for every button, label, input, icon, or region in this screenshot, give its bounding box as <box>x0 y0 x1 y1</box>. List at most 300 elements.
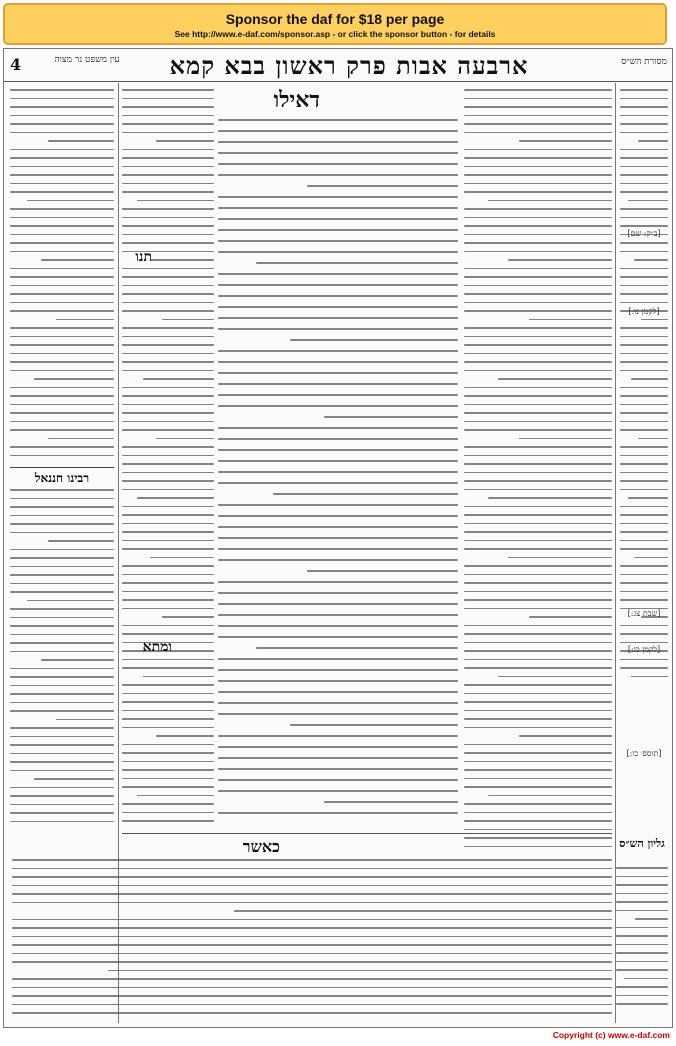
text-line <box>464 659 612 661</box>
sponsor-banner[interactable] <box>3 3 667 45</box>
text-line <box>218 240 458 242</box>
text-line <box>218 328 458 330</box>
text-line <box>48 540 114 542</box>
text-line <box>620 157 668 159</box>
text-line <box>464 710 612 712</box>
text-line <box>122 540 214 542</box>
text-line <box>122 472 214 474</box>
text-line <box>12 936 612 938</box>
text-line <box>10 429 114 431</box>
text-line <box>10 617 114 619</box>
text-line <box>464 514 612 516</box>
text-line <box>464 727 612 729</box>
text-line <box>10 293 114 295</box>
text-line <box>122 718 214 720</box>
text-line <box>464 166 612 168</box>
text-line <box>464 98 612 100</box>
text-line <box>122 361 214 363</box>
text-line <box>122 455 214 457</box>
text-line <box>218 636 458 638</box>
text-line <box>10 157 114 159</box>
text-line <box>620 191 668 193</box>
text-line <box>10 446 114 448</box>
text-line <box>464 752 612 754</box>
text-line <box>122 166 214 168</box>
text-line <box>162 319 214 321</box>
text-line <box>34 778 114 780</box>
text-line <box>122 106 214 108</box>
text-line <box>464 208 612 210</box>
text-line <box>122 506 214 508</box>
text-line <box>616 935 668 937</box>
text-line <box>10 685 114 687</box>
text-line <box>122 820 214 822</box>
margin-note-5: [תוספ׳ כו:] <box>626 749 662 758</box>
running-head: ארבעה אבות פרק ראשון בבא קמא <box>169 51 529 80</box>
text-line <box>488 497 612 499</box>
text-line <box>10 344 114 346</box>
text-line <box>464 812 612 814</box>
text-line <box>10 174 114 176</box>
text-line <box>218 438 458 440</box>
text-line <box>10 804 114 806</box>
text-line <box>464 642 612 644</box>
text-line <box>620 293 668 295</box>
text-line <box>218 669 458 671</box>
text-line <box>616 952 668 954</box>
sponsor-title[interactable]: Sponsor the daf for $18 per page <box>225 11 445 27</box>
text-line <box>620 225 668 227</box>
text-line <box>10 676 114 678</box>
text-line <box>218 449 458 451</box>
kasher-heading: כאשר <box>242 837 280 856</box>
text-line <box>620 429 668 431</box>
text-line <box>620 540 668 542</box>
text-line <box>218 196 458 198</box>
text-line <box>464 132 612 134</box>
text-line <box>10 532 114 534</box>
text-line <box>10 736 114 738</box>
text-line <box>122 769 214 771</box>
text-line <box>122 608 214 610</box>
text-line <box>464 293 612 295</box>
page-number: 4 <box>10 55 22 74</box>
text-line <box>620 455 668 457</box>
text-line <box>12 927 612 929</box>
text-line <box>12 995 612 997</box>
text-line <box>10 251 114 253</box>
text-line <box>628 200 668 202</box>
text-line <box>122 183 214 185</box>
text-line <box>10 634 114 636</box>
text-line <box>464 531 612 533</box>
text-line <box>122 293 214 295</box>
text-line <box>464 744 612 746</box>
text-line <box>464 489 612 491</box>
text-line <box>464 336 612 338</box>
text-line <box>10 727 114 729</box>
text-line <box>122 225 214 227</box>
text-line <box>122 778 214 780</box>
text-line <box>508 557 612 559</box>
text-line <box>616 1003 668 1005</box>
text-line <box>620 421 668 423</box>
text-line <box>464 633 612 635</box>
text-line <box>10 98 114 100</box>
text-line <box>307 570 458 572</box>
text-line <box>122 123 214 125</box>
text-line <box>56 719 114 721</box>
text-line <box>10 327 114 329</box>
margin-note-2: [לקמן נו:] <box>628 307 660 316</box>
text-line <box>620 395 668 397</box>
text-line <box>464 123 612 125</box>
text-line <box>464 404 612 406</box>
text-line <box>218 658 458 660</box>
text-line <box>10 336 114 338</box>
text-line <box>122 523 214 525</box>
text-line <box>464 361 612 363</box>
text-line <box>273 493 458 495</box>
text-line <box>122 98 214 100</box>
text-line <box>620 149 668 151</box>
text-line <box>519 438 612 440</box>
text-line <box>122 701 214 703</box>
text-line <box>10 285 114 287</box>
text-line <box>122 803 214 805</box>
text-line <box>10 132 114 134</box>
text-line <box>464 106 612 108</box>
text-line <box>10 625 114 627</box>
text-line <box>10 668 114 670</box>
text-line <box>12 978 612 980</box>
text-line <box>620 625 668 627</box>
text-line <box>624 978 668 980</box>
text-line <box>218 427 458 429</box>
text-line <box>122 132 214 134</box>
text-line <box>10 234 114 236</box>
text-line <box>464 310 612 312</box>
text-line <box>620 412 668 414</box>
text-line <box>10 591 114 593</box>
text-line <box>218 207 458 209</box>
text-line <box>122 786 214 788</box>
text-line <box>218 515 458 517</box>
ein-mishpat-heading: עין משפט נר מצוה <box>54 55 120 65</box>
text-line <box>218 383 458 385</box>
text-line <box>631 378 668 380</box>
text-line <box>638 438 668 440</box>
text-line <box>620 268 668 270</box>
text-line <box>616 927 668 929</box>
text-line <box>620 523 668 525</box>
text-line <box>464 174 612 176</box>
text-line <box>218 229 458 231</box>
text-line <box>218 119 458 121</box>
text-line <box>122 752 214 754</box>
text-line <box>10 651 114 653</box>
text-line <box>464 285 612 287</box>
text-line <box>122 727 214 729</box>
text-line <box>464 650 612 652</box>
text-line <box>616 995 668 997</box>
text-line <box>631 676 668 678</box>
margin-note-4: [לקמן כו:] <box>627 645 661 654</box>
text-line <box>218 812 458 814</box>
text-line <box>464 523 612 525</box>
text-line <box>464 217 612 219</box>
text-line <box>234 910 612 912</box>
text-line <box>218 559 458 561</box>
text-line <box>620 183 668 185</box>
text-line <box>34 378 114 380</box>
text-line <box>218 174 458 176</box>
mishna-marker-tanu: תנו <box>135 249 152 265</box>
text-line <box>156 735 214 737</box>
text-line <box>464 761 612 763</box>
text-line <box>10 412 114 414</box>
text-line <box>519 140 612 142</box>
text-line <box>218 768 458 770</box>
text-line <box>464 472 612 474</box>
text-line <box>464 778 612 780</box>
text-line <box>529 319 612 321</box>
text-line <box>620 548 668 550</box>
mishna-marker-umata: ומתא <box>142 639 172 655</box>
text-line <box>307 185 458 187</box>
text-line <box>218 592 458 594</box>
text-line <box>122 591 214 593</box>
text-line <box>143 676 214 678</box>
text-line <box>464 191 612 193</box>
text-line <box>464 344 612 346</box>
text-line <box>519 735 612 737</box>
text-line <box>464 565 612 567</box>
text-line <box>122 404 214 406</box>
text-line <box>464 599 612 601</box>
text-line <box>122 285 214 287</box>
text-line <box>41 259 114 261</box>
text-line <box>620 217 668 219</box>
text-line <box>48 140 114 142</box>
text-line <box>122 761 214 763</box>
text-line <box>218 548 458 550</box>
text-line <box>10 523 114 525</box>
text-line <box>464 302 612 304</box>
text-line <box>464 353 612 355</box>
text-line <box>628 497 668 499</box>
text-line <box>218 537 458 539</box>
text-line <box>464 387 612 389</box>
rabbenu-chananel-heading: רבינו חננאל <box>10 467 114 486</box>
text-line <box>10 302 114 304</box>
text-line <box>218 746 458 748</box>
text-line <box>122 174 214 176</box>
text-line <box>122 489 214 491</box>
talmud-page <box>3 48 673 1028</box>
text-line <box>218 779 458 781</box>
text-line <box>10 506 114 508</box>
text-line <box>137 200 214 202</box>
text-line <box>10 702 114 704</box>
text-line <box>464 837 612 839</box>
text-line <box>218 735 458 737</box>
text-line <box>10 370 114 372</box>
text-line <box>122 421 214 423</box>
text-line <box>620 574 668 576</box>
text-line <box>464 480 612 482</box>
text-line <box>620 463 668 465</box>
text-line <box>122 302 214 304</box>
text-line <box>218 460 458 462</box>
text-line <box>218 603 458 605</box>
text-line <box>218 163 458 165</box>
bottom-divider <box>122 833 612 834</box>
text-line <box>150 557 214 559</box>
text-line <box>464 225 612 227</box>
text-line <box>529 616 612 618</box>
text-line <box>137 795 214 797</box>
text-line <box>150 259 214 261</box>
text-line <box>464 820 612 822</box>
text-line <box>616 901 668 903</box>
text-line <box>464 506 612 508</box>
text-line <box>122 370 214 372</box>
sponsor-subtitle[interactable]: See http://www.e-daf.com/sponsor.asp - or click the sponsor button - for details <box>174 29 496 39</box>
text-line <box>27 200 114 202</box>
text-line <box>218 306 458 308</box>
text-line <box>616 867 668 869</box>
text-line <box>620 446 668 448</box>
copyright-notice[interactable]: Copyright (c) www.e-daf.com <box>552 1030 670 1040</box>
text-line <box>122 89 214 91</box>
text-line <box>122 574 214 576</box>
text-line <box>616 884 668 886</box>
text-line <box>10 217 114 219</box>
text-line <box>10 693 114 695</box>
text-line <box>10 515 114 517</box>
text-line <box>464 455 612 457</box>
text-line <box>620 514 668 516</box>
text-line <box>218 405 458 407</box>
mesoret-column <box>620 89 668 829</box>
text-line <box>464 684 612 686</box>
text-line <box>10 208 114 210</box>
text-line <box>641 319 668 321</box>
text-line <box>12 944 612 946</box>
text-line <box>10 761 114 763</box>
text-line <box>122 667 214 669</box>
text-line <box>10 225 114 227</box>
text-line <box>290 724 458 726</box>
text-line <box>10 744 114 746</box>
text-line <box>464 157 612 159</box>
gilyon-heading: גליון הש״ס <box>619 837 665 850</box>
text-line <box>290 339 458 341</box>
text-line <box>218 141 458 143</box>
text-line <box>620 208 668 210</box>
text-line <box>10 123 114 125</box>
text-line <box>620 370 668 372</box>
text-line <box>137 497 214 499</box>
text-line <box>218 130 458 132</box>
text-line <box>218 790 458 792</box>
text-line <box>10 710 114 712</box>
text-line <box>10 166 114 168</box>
gilyon-column <box>616 867 668 1017</box>
text-line <box>616 876 668 878</box>
text-line <box>620 480 668 482</box>
text-line <box>122 599 214 601</box>
bottom-commentary <box>12 859 612 1023</box>
gemara-column <box>218 119 458 831</box>
text-line <box>218 152 458 154</box>
text-line <box>464 370 612 372</box>
text-line <box>122 234 214 236</box>
text-line <box>122 633 214 635</box>
text-line <box>12 876 612 878</box>
text-line <box>10 821 114 823</box>
text-line <box>122 463 214 465</box>
text-line <box>218 394 458 396</box>
text-line <box>488 795 612 797</box>
text-line <box>10 242 114 244</box>
text-line <box>122 531 214 533</box>
text-line <box>464 242 612 244</box>
text-line <box>122 659 214 661</box>
text-line <box>464 429 612 431</box>
text-line <box>620 242 668 244</box>
text-line <box>122 395 214 397</box>
text-line <box>464 718 612 720</box>
text-line <box>10 557 114 559</box>
text-line <box>620 667 668 669</box>
text-line <box>218 251 458 253</box>
text-line <box>10 89 114 91</box>
text-line <box>122 327 214 329</box>
text-line <box>620 89 668 91</box>
text-line <box>48 438 114 440</box>
text-line <box>620 251 668 253</box>
text-line <box>620 166 668 168</box>
text-line <box>620 336 668 338</box>
text-line <box>634 259 668 261</box>
text-line <box>616 986 668 988</box>
text-line <box>218 581 458 583</box>
text-line <box>12 902 612 904</box>
text-line <box>620 132 668 134</box>
text-line <box>12 868 612 870</box>
text-line <box>10 106 114 108</box>
text-line <box>464 395 612 397</box>
text-line <box>10 404 114 406</box>
text-line <box>218 691 458 693</box>
text-line <box>464 463 612 465</box>
text-line <box>122 387 214 389</box>
text-line <box>56 319 114 321</box>
text-line <box>620 276 668 278</box>
text-line <box>464 268 612 270</box>
text-line <box>324 801 458 803</box>
text-line <box>498 378 612 380</box>
text-line <box>122 276 214 278</box>
text-line <box>12 953 612 955</box>
text-line <box>218 317 458 319</box>
text-line <box>464 234 612 236</box>
text-line <box>218 350 458 352</box>
text-line <box>10 387 114 389</box>
text-line <box>162 616 214 618</box>
